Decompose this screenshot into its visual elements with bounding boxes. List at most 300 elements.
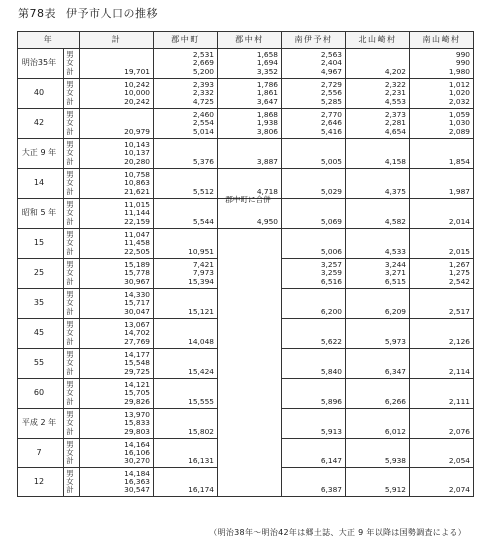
total-value: 10,137 <box>124 148 150 158</box>
minamiyamasaki-village-cell <box>410 139 474 169</box>
sex-label: 計 <box>66 246 74 256</box>
header-row <box>18 32 474 49</box>
total-value: 16,106 <box>124 447 150 457</box>
kitayamasaki-village-value: 2,322 <box>384 80 406 90</box>
minamiyamasaki-village-cell <box>410 259 474 289</box>
table-title <box>18 5 158 21</box>
gunchu-town-value <box>154 351 214 359</box>
gunchu-town-value: 2,531 <box>192 50 214 60</box>
sex-label: 計 <box>66 366 74 376</box>
total-value <box>80 111 150 119</box>
kitayamasaki-village-cell <box>346 439 410 468</box>
minamiiyo-village-cell <box>282 229 346 259</box>
minamiyamasaki-village-cell <box>410 169 474 199</box>
sex-label: 計 <box>66 456 74 466</box>
kitayamasaki-village-value: 4,202 <box>384 66 406 76</box>
minamiiyo-village-value: 4,967 <box>320 66 342 76</box>
total-value: 22,505 <box>124 246 150 256</box>
total-value: 20,280 <box>124 156 150 166</box>
total-cell <box>80 199 154 229</box>
year-cell: 55 <box>18 349 64 379</box>
total-value: 29,803 <box>124 426 150 436</box>
gunchu-town-value: 15,121 <box>188 306 214 316</box>
year-cell: 昭和 5 年 <box>18 199 64 229</box>
gunchu-town-value: 2,332 <box>192 88 214 98</box>
gunchu-town-cell <box>154 319 218 349</box>
total-value: 15,548 <box>124 358 150 368</box>
gunchu-town-cell <box>154 379 218 409</box>
minamiyamasaki-village-value <box>410 171 470 179</box>
sex-label: 女 <box>66 298 74 308</box>
minamiiyo-village-cell <box>282 349 346 379</box>
gunchu-town-value: 4,725 <box>192 96 214 106</box>
minamiyamasaki-village-cell <box>410 199 474 229</box>
kitayamasaki-village-value: 6,012 <box>384 426 406 436</box>
gunchu-town-cell <box>154 439 218 468</box>
gunchu-village-cell <box>218 79 282 109</box>
gunchu-town-value <box>154 381 214 389</box>
total-cell <box>80 79 154 109</box>
minamiyamasaki-village-value: 990 <box>455 50 470 60</box>
sex-label: 女 <box>66 418 74 428</box>
year-cell: 大正 9 年 <box>18 139 64 169</box>
year-cell: 25 <box>18 259 64 289</box>
kitayamasaki-village-value: 4,375 <box>384 186 406 196</box>
minamiiyo-village-value: 2,646 <box>320 118 342 128</box>
minamiiyo-village-value: 2,563 <box>320 50 342 60</box>
total-cell <box>80 169 154 199</box>
gunchu-town-cell <box>154 259 218 289</box>
kitayamasaki-village-value: 4,654 <box>384 126 406 136</box>
sex-label: 女 <box>66 358 74 368</box>
gunchu-town-value: 5,200 <box>192 66 214 76</box>
total-value: 19,701 <box>124 66 150 76</box>
total-value: 10,863 <box>124 178 150 188</box>
minamiiyo-village-value: 2,770 <box>320 110 342 120</box>
sex-label: 計 <box>66 485 74 495</box>
minamiyamasaki-village-value <box>410 291 470 299</box>
total-value: 30,270 <box>124 456 150 466</box>
gunchu-town-value: 2,669 <box>192 58 214 68</box>
gunchu-town-value: 15,424 <box>188 366 214 376</box>
minamiiyo-village-value <box>282 171 342 179</box>
kitayamasaki-village-value: 5,912 <box>384 485 406 495</box>
header-gunchu-town: 郡中町 <box>154 32 218 49</box>
kitayamasaki-village-value <box>346 291 406 299</box>
minamiiyo-village-cell <box>282 169 346 199</box>
minamiyamasaki-village-cell <box>410 468 474 497</box>
total-value: 15,717 <box>124 298 150 308</box>
minamiyamasaki-village-value: 2,114 <box>448 366 470 376</box>
total-value: 21,621 <box>124 186 150 196</box>
sex-label: 男 <box>66 230 74 240</box>
gunchu-village-value <box>218 141 278 149</box>
header-kitayamasaki-village: 北山崎村 <box>346 32 410 49</box>
minamiyamasaki-village-cell <box>410 79 474 109</box>
total-value: 11,144 <box>124 208 150 218</box>
total-value <box>80 51 150 59</box>
sex-label: 男 <box>66 320 74 330</box>
kitayamasaki-village-cell <box>346 139 410 169</box>
sex-label: 男 <box>66 290 74 300</box>
minamiiyo-village-cell <box>282 468 346 497</box>
total-value: 11,458 <box>124 238 150 248</box>
gunchu-town-value <box>154 441 214 449</box>
minamiyamasaki-village-cell <box>410 439 474 468</box>
gunchu-village-value: 1,658 <box>256 50 278 60</box>
minamiyamasaki-village-value: 2,126 <box>448 336 470 346</box>
year-cell: 60 <box>18 379 64 409</box>
total-value: 15,833 <box>124 418 150 428</box>
minamiiyo-village-value <box>282 411 342 419</box>
gunchu-town-value: 5,376 <box>192 156 214 166</box>
year-cell: 40 <box>18 79 64 109</box>
sex-label: 男 <box>66 110 74 120</box>
year-cell: 12 <box>18 468 64 497</box>
total-value: 22,159 <box>124 216 150 226</box>
kitayamasaki-village-value: 3,244 <box>384 260 406 270</box>
gunchu-town-value <box>154 171 214 179</box>
sex-label: 男 <box>66 140 74 150</box>
kitayamasaki-village-value: 2,373 <box>384 110 406 120</box>
sex-label: 女 <box>66 238 74 248</box>
total-value: 14,702 <box>124 328 150 338</box>
minamiiyo-village-value <box>282 141 342 149</box>
minamiiyo-village-value: 2,404 <box>320 58 342 68</box>
minamiiyo-village-value: 2,556 <box>320 88 342 98</box>
gunchu-town-value: 15,394 <box>188 276 214 286</box>
gunchu-village-cell <box>218 139 282 169</box>
gunchu-town-value: 16,131 <box>188 456 214 466</box>
gunchu-town-value <box>154 141 214 149</box>
year-cell: 平成 2 年 <box>18 409 64 439</box>
table-row <box>18 109 474 139</box>
minamiiyo-village-cell <box>282 109 346 139</box>
total-value: 30,547 <box>124 485 150 495</box>
minamiiyo-village-value <box>282 381 342 389</box>
minamiiyo-village-value: 6,200 <box>320 306 342 316</box>
minamiiyo-village-cell <box>282 289 346 319</box>
total-cell <box>80 439 154 468</box>
sex-label-cell <box>64 109 80 139</box>
kitayamasaki-village-cell <box>346 289 410 319</box>
minamiyamasaki-village-value: 990 <box>455 58 470 68</box>
kitayamasaki-village-cell <box>346 199 410 229</box>
gunchu-village-value: 4,718 <box>256 186 278 196</box>
minamiyamasaki-village-cell <box>410 229 474 259</box>
year-cell: 明治35年 <box>18 49 64 79</box>
sex-label: 男 <box>66 200 74 210</box>
gunchu-town-value <box>154 201 214 209</box>
minamiyamasaki-village-value: 2,054 <box>448 456 470 466</box>
total-value: 30,047 <box>124 306 150 316</box>
minamiyamasaki-village-cell <box>410 319 474 349</box>
kitayamasaki-village-value: 4,553 <box>384 96 406 106</box>
sex-label-cell <box>64 379 80 409</box>
total-cell <box>80 289 154 319</box>
total-value: 27,769 <box>124 336 150 346</box>
minamiiyo-village-cell <box>282 199 346 229</box>
total-cell <box>80 379 154 409</box>
minamiiyo-village-cell <box>282 79 346 109</box>
sex-label-cell <box>64 49 80 79</box>
sex-label: 男 <box>66 410 74 420</box>
sex-label-cell <box>64 199 80 229</box>
gunchu-town-value <box>154 411 214 419</box>
minamiyamasaki-village-value: 1,980 <box>448 66 470 76</box>
table-number: 第78表 <box>18 7 56 20</box>
minamiiyo-village-value <box>282 441 342 449</box>
gunchu-town-cell <box>154 79 218 109</box>
kitayamasaki-village-value: 2,281 <box>384 118 406 128</box>
minamiyamasaki-village-value <box>410 231 470 239</box>
total-cell <box>80 259 154 289</box>
sex-label-cell <box>64 229 80 259</box>
total-value: 15,778 <box>124 268 150 278</box>
kitayamasaki-village-value: 2,231 <box>384 88 406 98</box>
total-cell <box>80 349 154 379</box>
merged-note-text: 郡中町に合併 <box>225 195 271 205</box>
sex-label: 計 <box>66 306 74 316</box>
total-cell <box>80 468 154 497</box>
kitayamasaki-village-value: 5,973 <box>384 336 406 346</box>
minamiyamasaki-village-value: 2,015 <box>448 246 470 256</box>
header-year: 年 <box>18 32 80 49</box>
gunchu-village-cell <box>218 169 282 199</box>
sex-label: 計 <box>66 156 74 166</box>
sex-label: 男 <box>66 350 74 360</box>
minamiiyo-village-cell <box>282 409 346 439</box>
total-value: 11,015 <box>124 200 150 210</box>
kitayamasaki-village-cell <box>346 109 410 139</box>
kitayamasaki-village-value <box>346 470 406 478</box>
kitayamasaki-village-cell <box>346 259 410 289</box>
minamiiyo-village-value: 5,005 <box>320 156 342 166</box>
total-value: 14,121 <box>124 380 150 390</box>
minamiyamasaki-village-value <box>410 351 470 359</box>
kitayamasaki-village-cell <box>346 79 410 109</box>
gunchu-town-value: 5,512 <box>192 186 214 196</box>
minamiyamasaki-village-value: 2,517 <box>448 306 470 316</box>
kitayamasaki-village-cell <box>346 349 410 379</box>
sex-label: 女 <box>66 328 74 338</box>
sex-label: 女 <box>66 476 74 486</box>
minamiiyo-village-cell <box>282 139 346 169</box>
total-value: 13,970 <box>124 410 150 420</box>
sex-label: 計 <box>66 276 74 286</box>
header-minamiyamasaki-village: 南山崎村 <box>410 32 474 49</box>
sex-label-cell <box>64 139 80 169</box>
total-cell <box>80 109 154 139</box>
minamiyamasaki-village-value: 1,987 <box>448 186 470 196</box>
kitayamasaki-village-value: 4,158 <box>384 156 406 166</box>
kitayamasaki-village-cell <box>346 379 410 409</box>
gunchu-town-value <box>154 291 214 299</box>
year-cell: 35 <box>18 289 64 319</box>
sex-label: 女 <box>66 447 74 457</box>
minamiyamasaki-village-value: 1,059 <box>448 110 470 120</box>
kitayamasaki-village-cell <box>346 319 410 349</box>
table-row <box>18 229 474 259</box>
minamiyamasaki-village-value <box>410 470 470 478</box>
gunchu-village-value: 3,887 <box>256 156 278 166</box>
minamiyamasaki-village-value <box>410 321 470 329</box>
kitayamasaki-village-value: 3,271 <box>384 268 406 278</box>
minamiyamasaki-village-value: 2,074 <box>448 485 470 495</box>
total-value: 14,164 <box>124 439 150 449</box>
minamiiyo-village-value <box>282 351 342 359</box>
minamiyamasaki-village-value: 1,854 <box>448 156 470 166</box>
total-value: 13,067 <box>124 320 150 330</box>
gunchu-town-value: 15,555 <box>188 396 214 406</box>
minamiiyo-village-value: 6,387 <box>320 485 342 495</box>
table-row <box>18 49 474 79</box>
gunchu-town-value: 15,802 <box>188 426 214 436</box>
minamiiyo-village-value: 5,069 <box>320 216 342 226</box>
year-cell: 15 <box>18 229 64 259</box>
year-cell: 42 <box>18 109 64 139</box>
kitayamasaki-village-value <box>346 231 406 239</box>
sex-label: 女 <box>66 58 74 68</box>
minamiyamasaki-village-value <box>410 141 470 149</box>
sex-label: 計 <box>66 66 74 76</box>
gunchu-town-value: 14,048 <box>188 336 214 346</box>
minamiyamasaki-village-cell <box>410 289 474 319</box>
gunchu-town-cell <box>154 468 218 497</box>
sex-label: 計 <box>66 216 74 226</box>
total-value: 14,177 <box>124 350 150 360</box>
gunchu-town-value: 7,421 <box>192 260 214 270</box>
minamiiyo-village-cell <box>282 49 346 79</box>
kitayamasaki-village-value <box>346 411 406 419</box>
gunchu-town-cell <box>154 289 218 319</box>
total-value: 16,363 <box>124 476 150 486</box>
minamiiyo-village-value: 2,729 <box>320 80 342 90</box>
minamiiyo-village-cell <box>282 439 346 468</box>
minamiiyo-village-value <box>282 231 342 239</box>
minamiiyo-village-value <box>282 321 342 329</box>
minamiyamasaki-village-value: 1,275 <box>448 268 470 278</box>
population-table <box>17 31 474 497</box>
header-minamiiyo-village: 南伊予村 <box>282 32 346 49</box>
kitayamasaki-village-value: 4,533 <box>384 246 406 256</box>
gunchu-town-value: 2,554 <box>192 118 214 128</box>
minamiiyo-village-cell <box>282 259 346 289</box>
footnote: （明治38年～明治42年は郷土誌、大正 9 年以降は国勢調査による） <box>209 528 466 537</box>
sex-label: 計 <box>66 186 74 196</box>
gunchu-town-cell <box>154 229 218 259</box>
gunchu-town-value: 10,951 <box>188 246 214 256</box>
minamiyamasaki-village-value: 2,089 <box>448 126 470 136</box>
year-cell: 14 <box>18 169 64 199</box>
gunchu-village-value: 3,647 <box>256 96 278 106</box>
gunchu-town-value <box>154 321 214 329</box>
minamiiyo-village-value <box>282 201 342 209</box>
sex-label: 女 <box>66 268 74 278</box>
kitayamasaki-village-value: 5,938 <box>384 456 406 466</box>
sex-label: 計 <box>66 426 74 436</box>
minamiiyo-village-value: 3,257 <box>320 260 342 270</box>
sex-label: 男 <box>66 380 74 390</box>
sex-label-cell <box>64 289 80 319</box>
sex-label: 女 <box>66 88 74 98</box>
minamiiyo-village-value <box>282 291 342 299</box>
minamiyamasaki-village-value <box>410 441 470 449</box>
minamiiyo-village-value: 3,259 <box>320 268 342 278</box>
sex-label: 計 <box>66 336 74 346</box>
kitayamasaki-village-value <box>346 201 406 209</box>
gunchu-village-value: 1,786 <box>256 80 278 90</box>
minamiyamasaki-village-value <box>410 201 470 209</box>
minamiyamasaki-village-value: 2,014 <box>448 216 470 226</box>
gunchu-town-cell <box>154 139 218 169</box>
sex-label: 女 <box>66 388 74 398</box>
kitayamasaki-village-value: 6,347 <box>384 366 406 376</box>
sex-label-cell <box>64 409 80 439</box>
kitayamasaki-village-cell <box>346 468 410 497</box>
minamiiyo-village-value: 5,896 <box>320 396 342 406</box>
minamiiyo-village-value: 5,006 <box>320 246 342 256</box>
kitayamasaki-village-value: 4,582 <box>384 216 406 226</box>
gunchu-town-cell <box>154 49 218 79</box>
gunchu-town-cell <box>154 169 218 199</box>
total-value: 14,330 <box>124 290 150 300</box>
minamiiyo-village-value: 5,029 <box>320 186 342 196</box>
year-cell: 45 <box>18 319 64 349</box>
total-value: 10,000 <box>124 88 150 98</box>
minamiiyo-village-value: 6,516 <box>320 276 342 286</box>
gunchu-village-value: 4,950 <box>256 216 278 226</box>
total-value: 20,242 <box>124 96 150 106</box>
kitayamasaki-village-cell <box>346 49 410 79</box>
gunchu-town-value: 2,393 <box>192 80 214 90</box>
total-cell <box>80 319 154 349</box>
sex-label-cell <box>64 169 80 199</box>
sex-label: 計 <box>66 126 74 136</box>
gunchu-town-value <box>154 470 214 478</box>
minamiiyo-village-value: 5,285 <box>320 96 342 106</box>
sex-label: 男 <box>66 50 74 60</box>
kitayamasaki-village-cell <box>346 229 410 259</box>
minamiiyo-village-cell <box>282 379 346 409</box>
kitayamasaki-village-value <box>346 381 406 389</box>
minamiyamasaki-village-value: 1,267 <box>448 260 470 270</box>
minamiiyo-village-value: 5,416 <box>320 126 342 136</box>
gunchu-town-value: 16,174 <box>188 485 214 495</box>
minamiyamasaki-village-value <box>410 411 470 419</box>
total-cell <box>80 49 154 79</box>
gunchu-village-cell <box>218 49 282 79</box>
minamiiyo-village-value: 5,913 <box>320 426 342 436</box>
minamiyamasaki-village-cell <box>410 49 474 79</box>
minamiiyo-village-value: 6,147 <box>320 456 342 466</box>
minamiyamasaki-village-value: 1,012 <box>448 80 470 90</box>
sex-label: 男 <box>66 439 74 449</box>
total-value: 15,705 <box>124 388 150 398</box>
gunchu-town-value: 7,973 <box>192 268 214 278</box>
sex-label-cell <box>64 349 80 379</box>
kitayamasaki-village-value: 6,266 <box>384 396 406 406</box>
table-row <box>18 79 474 109</box>
kitayamasaki-village-value: 6,515 <box>384 276 406 286</box>
total-cell <box>80 409 154 439</box>
total-value: 10,242 <box>124 80 150 90</box>
total-value: 20,979 <box>124 126 150 136</box>
kitayamasaki-village-value <box>346 141 406 149</box>
minamiyamasaki-village-value <box>410 381 470 389</box>
sex-label: 女 <box>66 118 74 128</box>
sex-label: 女 <box>66 148 74 158</box>
